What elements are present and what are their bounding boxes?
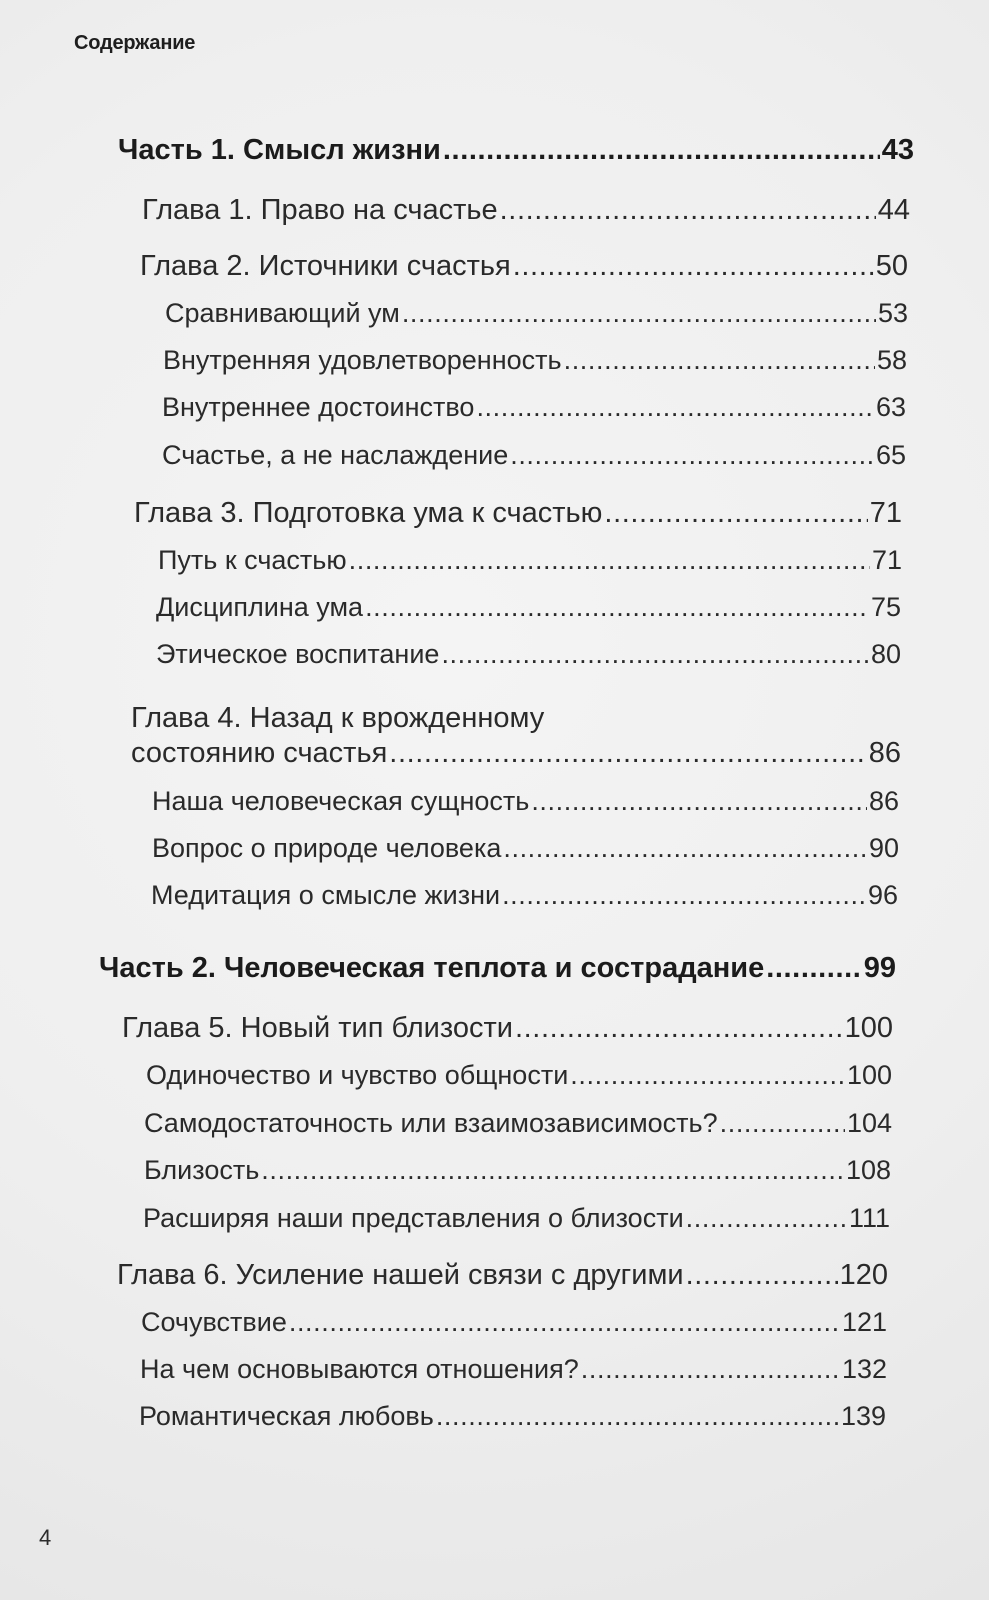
toc-entry-title: Глава 3. Подготовка ума к счастью — [134, 497, 603, 529]
dot-leader — [389, 737, 866, 770]
toc-entry-page: 71 — [869, 497, 902, 529]
dot-leader — [365, 592, 869, 623]
dot-leader — [686, 1203, 847, 1234]
page-header: Содержание — [74, 32, 196, 54]
toc-entry-title: Одиночество и чувство общности — [146, 1060, 569, 1090]
dot-leader — [515, 1012, 843, 1045]
toc-entry-page: 53 — [877, 298, 908, 328]
toc-chapter-4 — [131, 702, 901, 770]
dot-leader — [503, 833, 867, 864]
toc-entry-title: Путь к счастью — [158, 545, 347, 575]
toc-section — [139, 1401, 886, 1432]
dot-leader — [402, 298, 876, 329]
dot-leader — [570, 1060, 845, 1091]
toc-entry-title: Глава 1. Право на счастье — [142, 194, 498, 226]
toc-entry-title: На чем основываются отношения? — [140, 1354, 579, 1384]
toc-entry-title: Внутренняя удовлетворенность — [163, 345, 562, 375]
toc-entry-title-line1: Глава 4. Назад к врожденному — [131, 702, 545, 734]
toc-entry-title: Счастье, а не наслаждение — [162, 440, 509, 470]
toc-entry-page: 71 — [871, 545, 902, 575]
toc-entry-title: Расширяя наши представления о близости — [143, 1203, 684, 1233]
toc-entry-title: Сравнивающий ум — [165, 298, 400, 328]
toc-entry-title: Глава 5. Новый тип близости — [122, 1012, 513, 1044]
toc-entry-line2 — [131, 737, 901, 770]
toc-section — [152, 786, 899, 817]
toc-section — [143, 1203, 890, 1234]
toc-section — [141, 1307, 887, 1338]
toc-entry-page: 63 — [875, 392, 906, 422]
toc-section — [151, 880, 898, 911]
toc-entry-title: Вопрос о природе человека — [152, 833, 502, 863]
toc-entry-page: 111 — [848, 1203, 890, 1233]
toc-section — [144, 1108, 892, 1139]
toc-entry-title: Романтическая любовь — [139, 1401, 434, 1431]
toc-entry-page: 100 — [846, 1060, 892, 1090]
toc-chapter-5 — [122, 1012, 893, 1045]
dot-leader — [443, 134, 880, 167]
toc-section — [163, 345, 907, 376]
dot-leader — [720, 1108, 845, 1139]
toc-chapter-2 — [140, 250, 908, 283]
toc-section — [156, 639, 901, 670]
page-number: 4 — [39, 1525, 52, 1550]
dot-leader — [604, 497, 867, 530]
dot-leader — [510, 440, 874, 471]
toc-entry-page: 104 — [846, 1108, 892, 1138]
dot-leader — [436, 1401, 839, 1432]
toc-entry-page: 86 — [868, 786, 899, 816]
toc-part-2 — [99, 952, 896, 985]
toc-chapter-6 — [117, 1259, 888, 1292]
dot-leader — [476, 392, 874, 423]
toc-entry-page: 108 — [845, 1155, 891, 1185]
dot-leader — [513, 250, 874, 283]
toc-entry-title: Наша человеческая сущность — [152, 786, 530, 816]
dot-leader — [686, 1259, 838, 1292]
toc-entry-page: 90 — [868, 833, 899, 863]
dot-leader — [531, 786, 867, 817]
dot-leader — [502, 880, 866, 911]
toc-entry-title: Глава 6. Усиление нашей связи с другими — [117, 1259, 684, 1291]
toc-entry-title: Глава 2. Источники счастья — [140, 250, 511, 282]
toc-entry-title: Этическое воспитание — [156, 639, 440, 669]
toc-section — [165, 298, 908, 329]
toc-chapter-1 — [142, 194, 910, 227]
toc-entry-page: 50 — [875, 250, 908, 282]
toc-entry-title: Сочувствие — [141, 1307, 287, 1337]
toc-entry-title: Часть 2. Человеческая теплота и сострадание — [99, 952, 765, 984]
dot-leader — [261, 1155, 844, 1186]
toc-entry-page: 100 — [844, 1012, 893, 1044]
dot-leader — [766, 952, 862, 985]
toc-entry-page: 96 — [867, 880, 898, 910]
toc-entry-page: 43 — [881, 134, 914, 166]
toc-entry-page: 80 — [870, 639, 901, 669]
toc-entry-page: 44 — [877, 194, 910, 226]
toc-section — [162, 440, 906, 471]
toc-part-1 — [118, 134, 914, 167]
toc-section — [144, 1155, 891, 1186]
toc-entry-title: Медитация о смысле жизни — [151, 880, 501, 910]
toc-section — [146, 1060, 892, 1091]
toc-entry-page: 99 — [863, 952, 896, 984]
toc-entry-page: 120 — [839, 1259, 888, 1291]
toc-section — [140, 1354, 887, 1385]
toc-section — [162, 392, 906, 423]
toc-entry-title: Часть 1. Смысл жизни — [118, 134, 441, 166]
toc-entry-page: 132 — [841, 1354, 887, 1384]
toc-entry-title-line2: состоянию счастья — [131, 737, 388, 769]
toc-entry-title: Самодостаточность или взаимозависимость? — [144, 1108, 718, 1138]
toc-entry-page: 58 — [876, 345, 907, 375]
dot-leader — [441, 639, 869, 670]
toc-section — [152, 833, 899, 864]
toc-entry-page: 65 — [875, 440, 906, 470]
toc-entry-page: 86 — [868, 737, 901, 769]
toc-section — [158, 545, 902, 576]
toc-entry-page: 139 — [840, 1401, 886, 1431]
toc-entry-page: 121 — [841, 1307, 887, 1337]
toc-entry-title: Внутреннее достоинство — [162, 392, 475, 422]
dot-leader — [581, 1354, 840, 1385]
toc-section — [156, 592, 901, 623]
toc-entry-title: Дисциплина ума — [156, 592, 364, 622]
dot-leader — [349, 545, 870, 576]
dot-leader — [289, 1307, 840, 1338]
dot-leader — [564, 345, 875, 376]
toc-entry-title: Близость — [144, 1155, 260, 1185]
toc-chapter-3 — [134, 497, 902, 530]
toc-entry-page: 75 — [870, 592, 901, 622]
dot-leader — [500, 194, 876, 227]
